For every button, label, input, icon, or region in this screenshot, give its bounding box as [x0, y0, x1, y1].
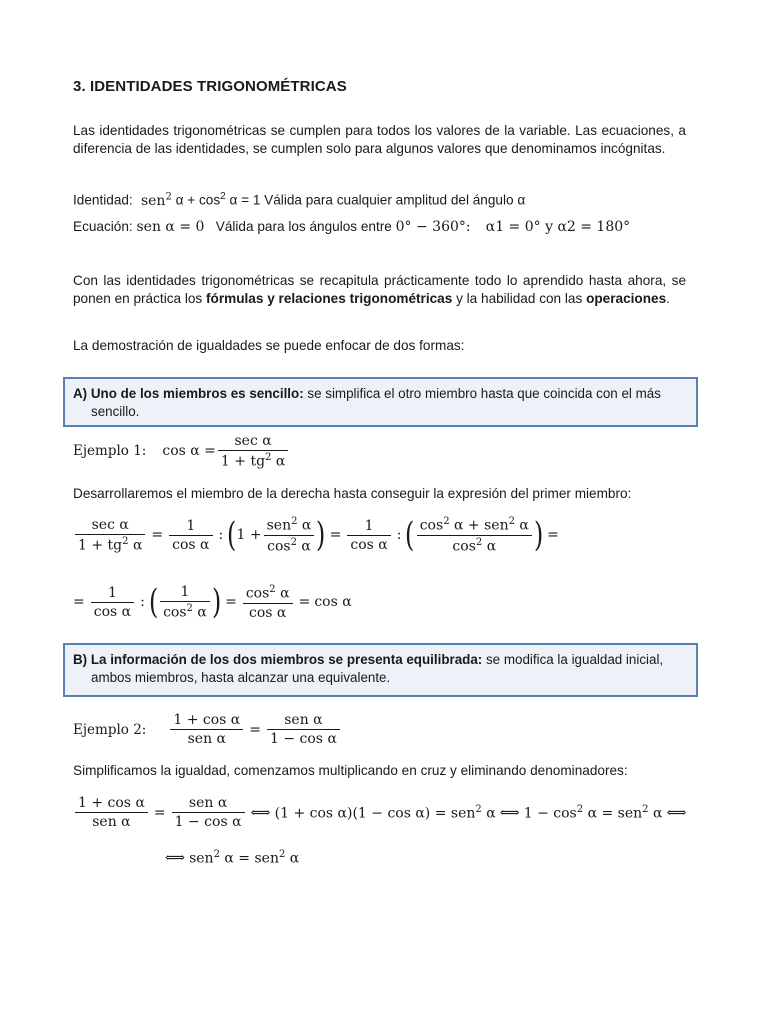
derivation-line-3: $\frac{\text{1 + cos α}}{\text{sen α}}$ = $\frac{\text{sen α}}{\text{1 − cos α}}$ ⟺ (1 + cos α)(1 − cos α) = sen$^2$ α ⟺ $1 - \cos^2 \alpha = sen^2$ α ⟺: [73, 795, 691, 830]
box-a-title: A) Uno de los miembros es sencillo:: [73, 386, 304, 401]
example-1-label: Ejemplo 1:: [73, 443, 147, 460]
identity-line: Identidad: sen$^2$ $\alpha + \cos^2 \alpha = 1$ Válida para cualquier amplitud del ángulo α: [73, 191, 526, 209]
example-1-lhs: cos α =: [162, 443, 216, 460]
box-b-title: B) La información de los dos miembros se presenta equilibrada:: [73, 652, 483, 667]
equation-range: 0° − 360°:: [395, 219, 471, 235]
example-2-label: Ejemplo 2:: [73, 721, 147, 738]
identity-note: Válida para cualquier amplitud del ángulo α: [264, 192, 526, 208]
develop-text: Desarrollaremos el miembro de la derecha hasta conseguir la expresión del primer miembro:: [73, 486, 632, 501]
derivation-line-4: ⟺ sen$^2$ α = sen$^2$ α: [165, 849, 300, 867]
example-2: Ejemplo 2: $\frac{\text{1 + cos α}}{\text{sen α}}$ = $\frac{\text{sen α}}{\text{1 − cos α}}$: [73, 712, 342, 747]
identity-formula: sen$^2$: [140, 191, 172, 209]
section-heading: 3. IDENTIDADES TRIGONOMÉTRICAS: [73, 78, 347, 95]
box-a-text: se simplifica el otro miembro hasta que coincida con el más: [303, 386, 661, 401]
example-2-lhs-fraction: $\frac{\text{1 + cos α}}{\text{sen α}}$: [170, 712, 243, 747]
recap-paragraph: Con las identidades trigonométricas se recapitula prácticamente todo lo aprendido hasta ahora, se ponen en práctica los fórmulas y relaciones trigonométricas y la habilidad con las operaciones.: [73, 273, 686, 306]
intro-paragraph: Las identidades trigonométricas se cumplen para todos los valores de la variable. Las ecuaciones, a diferencia de las identidades, se cumplen solo para algunos valores que denominamos incógnitas.: [73, 123, 686, 156]
equation-solutions: α1 = 0° y α2 = 180°: [485, 219, 631, 235]
box-a-continuation: sencillo.: [91, 404, 140, 419]
derivation-line-2: = $\frac{1}{\text{cos α}}$ : ( $\frac{1}{\cos^2 \alpha}$ ) = $\frac{\cos^2 \alpha}{\text{cos α}}$ = cos α: [73, 582, 352, 623]
callout-box-b: [63, 643, 698, 697]
demo-intro: La demostración de igualdades se puede enfocar de dos formas:: [73, 338, 465, 353]
simplify-text: Simplificamos la igualdad, comenzamos multiplicando en cruz y eliminando denominadores:: [73, 763, 628, 778]
box-b-continuation: ambos miembros, hasta alcanzar una equivalente.: [91, 670, 391, 685]
equation-formula: sen α = 0: [136, 219, 205, 235]
equation-label: Ecuación:: [73, 219, 133, 234]
example-1: [73, 433, 290, 470]
example-2-rhs-fraction: $\frac{\text{sen α}}{\text{1 − cos α}}$: [267, 712, 340, 747]
identity-label: Identidad:: [73, 192, 133, 208]
equation-line: [73, 219, 630, 235]
callout-box-a: [63, 377, 698, 427]
example-1-fraction: $\frac{\text{sec α}}{1 + tg^2 \alpha}$: [218, 433, 288, 470]
derivation-line-1: $\frac{\text{sec α}}{1 + tg^2 \alpha}$ = $\frac{1}{\text{cos α}}$ : ( 1 + $\frac{sen^2 \alpha}{\cos^2 \alpha}$ ) = $\frac{1}{\text{cos α}}$ : ( $\frac{\cos^2 \alpha + sen^2 \alpha}{\cos^2 \alpha}$ ) =: [73, 516, 563, 554]
equation-note: Válida para los ángulos entre: [215, 219, 392, 234]
box-b-text: se modifica la igualdad inicial,: [482, 652, 664, 667]
